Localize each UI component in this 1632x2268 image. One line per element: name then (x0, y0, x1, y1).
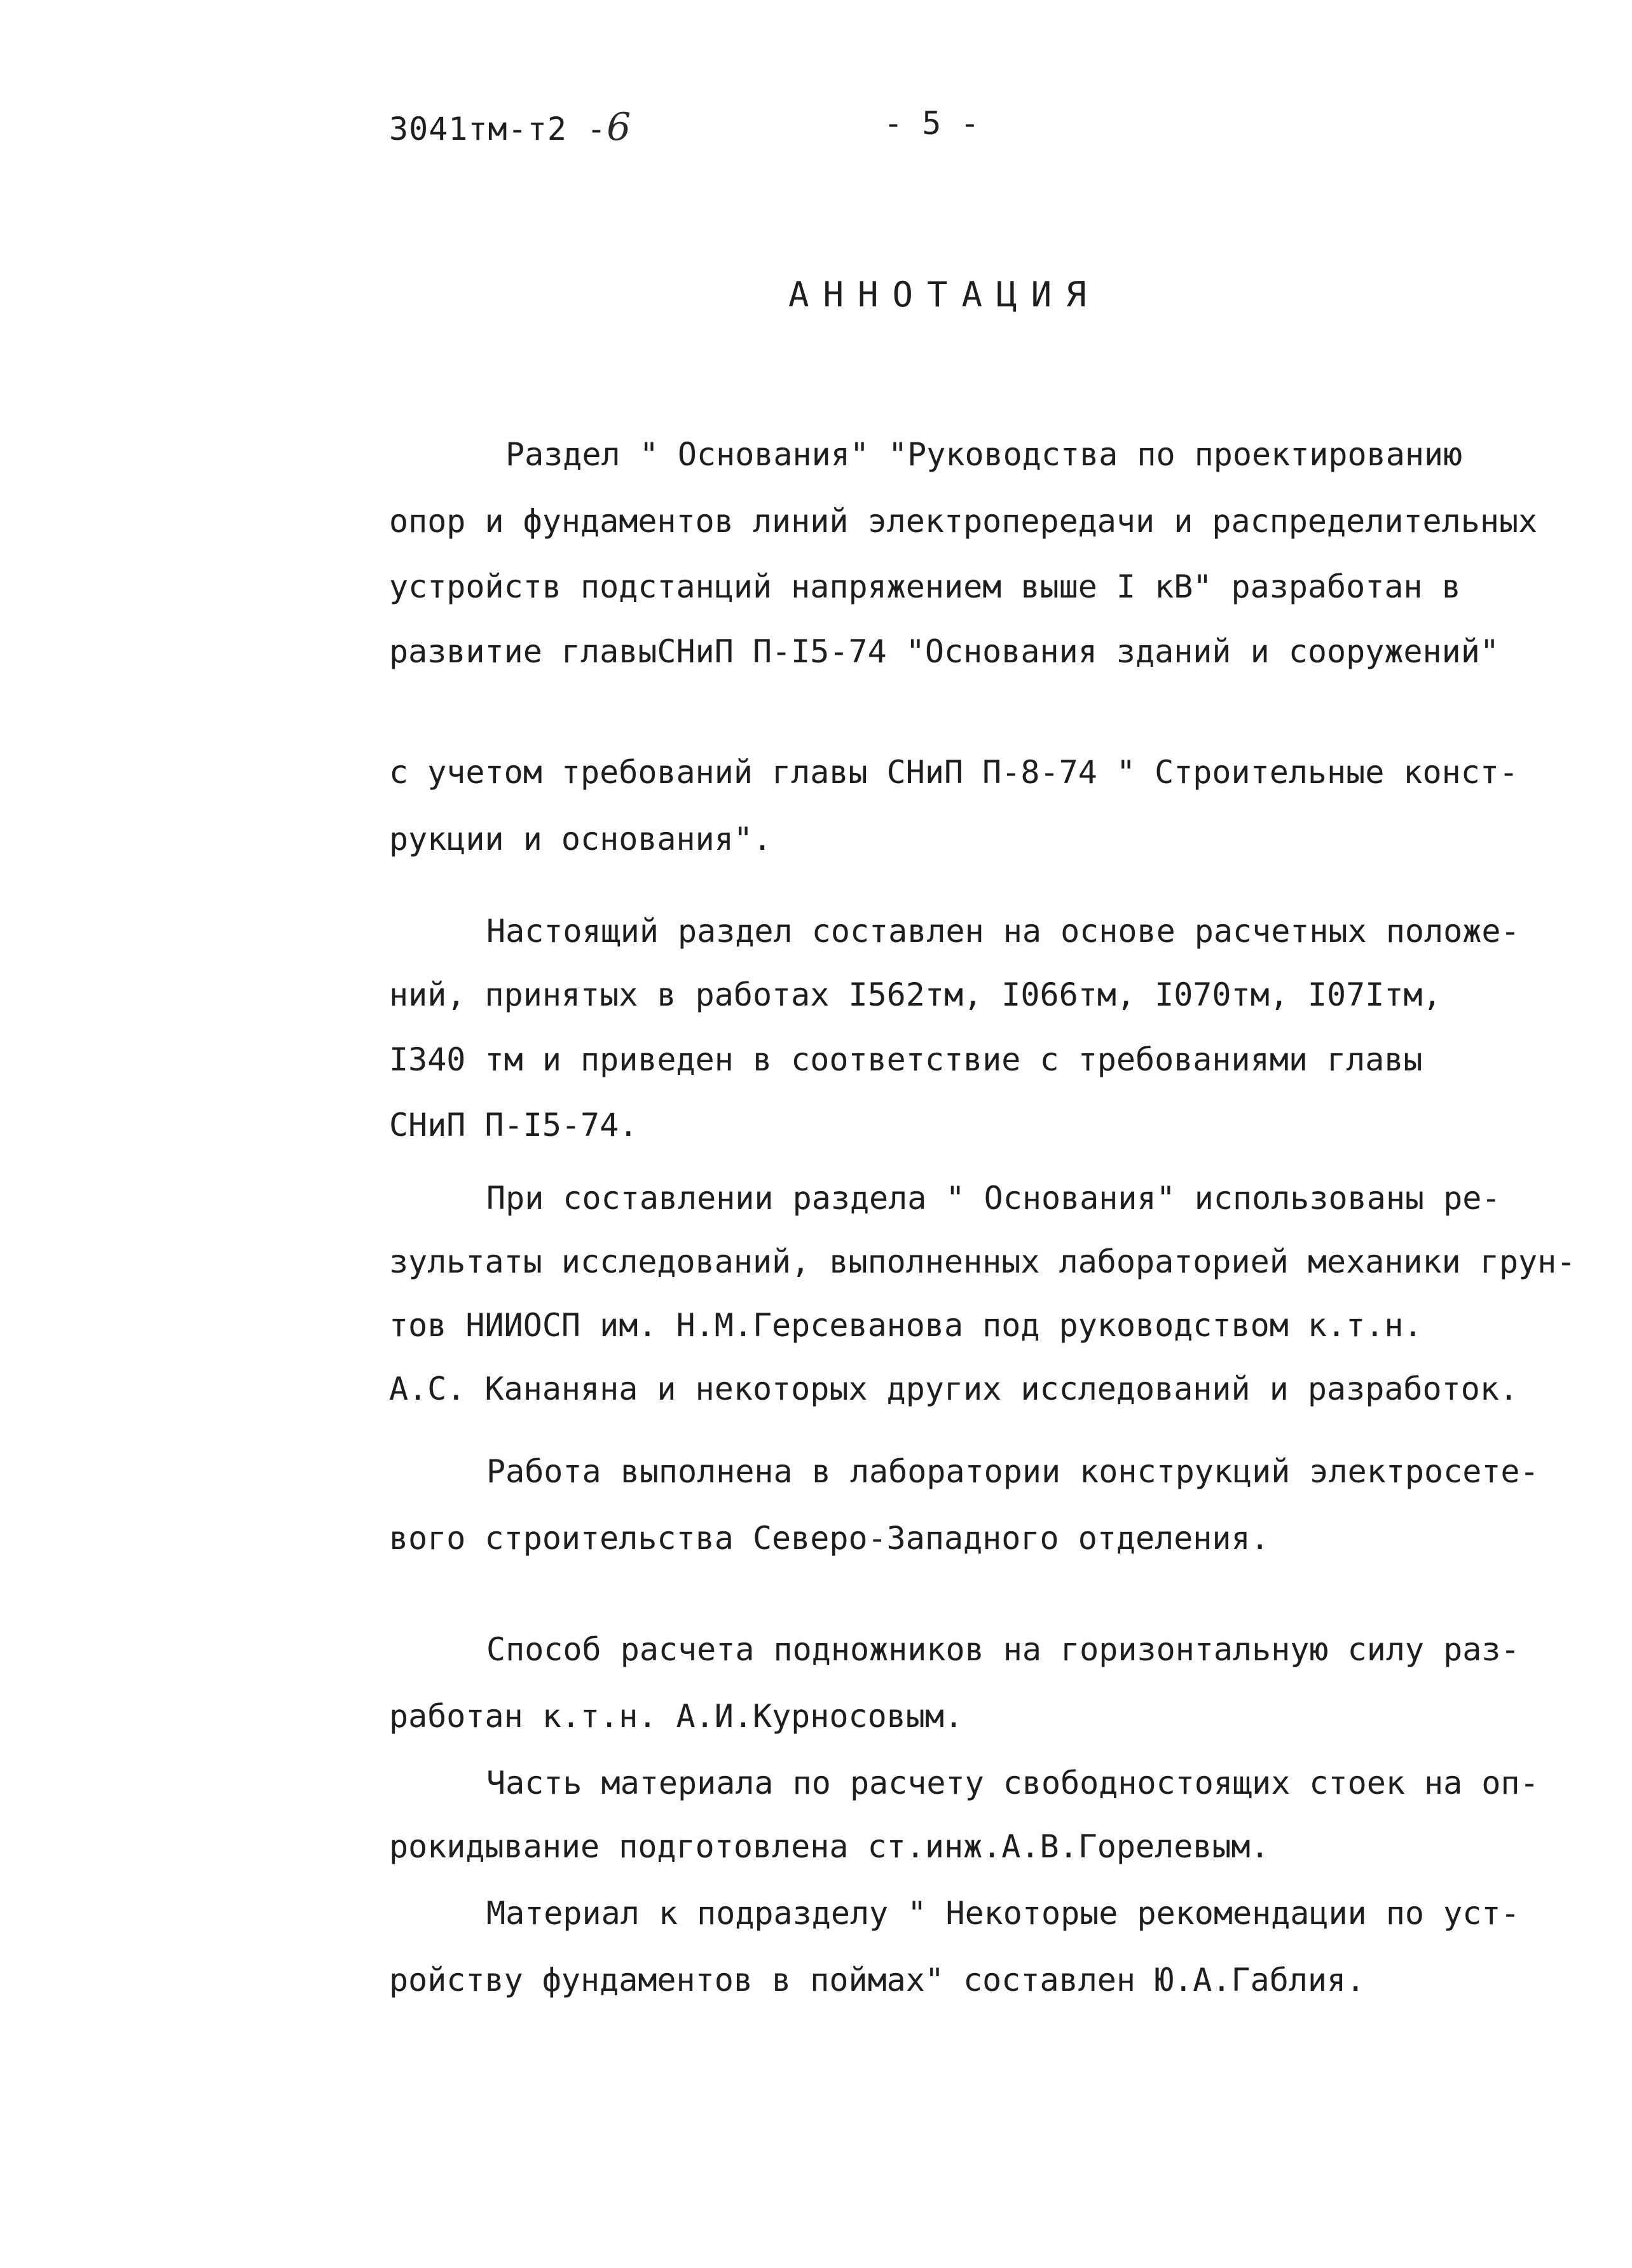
paragraph-8-line-1: Материал к подразделу " Некоторые рекомендации по уст- (486, 1895, 1520, 1932)
paragraph-2-line-1: с учетом требований главы СНиП П-8-74 " Строительные конст- (389, 754, 1519, 791)
paragraph-7-line-1: Часть материала по расчету свободностоящих стоек на оп- (486, 1765, 1539, 1801)
paragraph-4-line-1: При составлении раздела " Основания" использованы ре- (486, 1180, 1501, 1217)
paragraph-4-line-2: зультаты исследований, выполненных лабораторией механики грун- (389, 1243, 1576, 1280)
paragraph-1-line-2: опор и фундаментов линий электропередачи и распределительных (389, 503, 1538, 540)
paragraph-8-line-2: ройству фундаментов в поймах" составлен Ю.А.Габлия. (389, 1962, 1366, 1998)
paragraph-1-line-4: развитие главыСНиП П-I5-74 "Основания зданий и сооружений" (389, 633, 1499, 670)
paragraph-5-line-2: вого строительства Северо-Западного отделения. (389, 1520, 1270, 1557)
page-number: - 5 - (884, 105, 980, 142)
paragraph-3-line-2: ний, принятых в работах I562тм, I066тм, I070тм, I07Iтм, (389, 976, 1442, 1013)
paragraph-3-line-1: Настоящий раздел составлен на основе расчетных положе- (486, 913, 1520, 950)
document-code-handwritten-suffix: 6 (607, 105, 632, 149)
paragraph-1-line-3: устройств подстанций напряжением выше I кВ" разработан в (389, 568, 1461, 605)
paragraph-1-line-1: Раздел " Основания" "Руководства по проектированию (505, 436, 1463, 473)
paragraph-5-line-1: Работа выполнена в лаборатории конструкций электросете- (486, 1453, 1539, 1490)
paragraph-3-line-3: I340 тм и приведен в соответствие с требованиями главы (389, 1041, 1423, 1078)
document-code (389, 105, 631, 149)
paragraph-2-line-2: рукции и основания". (389, 821, 772, 857)
paragraph-6-line-2: работан к.т.н. А.И.Курносовым. (389, 1698, 964, 1735)
paragraph-4-line-3: тов НИИОСП им. Н.М.Герсеванова под руководством к.т.н. (389, 1307, 1423, 1344)
page-title: АННОТАЦИЯ (788, 275, 1101, 315)
paragraph-4-line-4: А.С. Кананяна и некоторых других исследований и разработок. (389, 1370, 1519, 1407)
paragraph-7-line-2: рокидывание подготовлена ст.инж.А.В.Горелевым. (389, 1828, 1270, 1865)
paragraph-6-line-1: Способ расчета подножников на горизонтальную силу раз- (486, 1631, 1520, 1668)
paragraph-3-line-4: СНиП П-I5-74. (389, 1107, 638, 1144)
document-code-text: 3041тм-т2 - (389, 111, 607, 147)
